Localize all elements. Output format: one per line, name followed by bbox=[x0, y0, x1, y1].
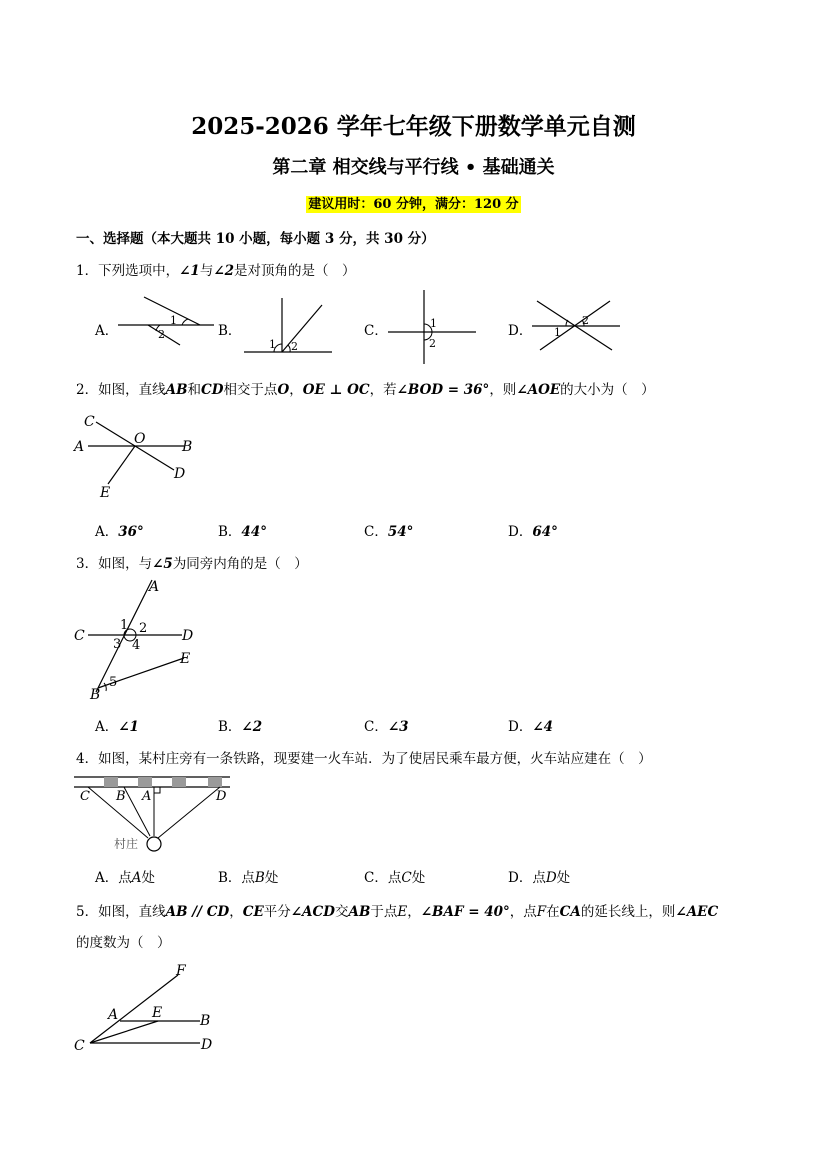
q2-option-a-value: 36° bbox=[118, 524, 144, 540]
q1d-label-1: 1 bbox=[554, 326, 561, 339]
q3-num-5: 5 bbox=[109, 675, 118, 690]
time-score-highlight: 建议用时：60 分钟，满分：120 分 bbox=[308, 197, 519, 212]
q1-angle-2: ∠2 bbox=[213, 263, 235, 279]
q5-text-comma3: ，点 bbox=[509, 904, 537, 920]
q5-line-ca: CA bbox=[559, 904, 581, 920]
q2-label-o: O bbox=[134, 431, 146, 447]
q5-label-f: F bbox=[176, 963, 186, 979]
q3-figure bbox=[74, 580, 204, 705]
q4-rail-block-3 bbox=[172, 777, 186, 787]
q5-text-pre: 5．如图，直线 bbox=[76, 904, 166, 920]
q4-option-c-point: C bbox=[401, 870, 412, 886]
page-title: 2025-2026 学年七年级下册数学单元自测 bbox=[191, 113, 636, 140]
q1c-label-1: 1 bbox=[430, 317, 437, 330]
q4-label-b: B bbox=[116, 789, 126, 804]
q2-text-if: ，若 bbox=[369, 382, 397, 398]
q2-text-and: 和 bbox=[187, 382, 201, 398]
q3-num-2: 2 bbox=[139, 621, 148, 636]
q2-text-post: 的大小为（ ） bbox=[560, 382, 655, 398]
q1b-label-2: 2 bbox=[291, 340, 298, 353]
q2-option-a-letter: A． bbox=[95, 524, 119, 540]
q4-rail-block-4 bbox=[208, 777, 222, 787]
q4-figure bbox=[74, 774, 234, 856]
q2-option-c-value: 54° bbox=[387, 524, 414, 540]
q3-label-d: D bbox=[182, 628, 194, 644]
q2-label-b: B bbox=[182, 439, 193, 455]
q3-option-c-letter: C． bbox=[364, 719, 388, 735]
q3-option-b-letter: B． bbox=[218, 719, 242, 735]
q5-line-ab: AB bbox=[348, 904, 371, 920]
q4-option-b bbox=[218, 866, 278, 886]
q5-point-f: F bbox=[536, 904, 547, 920]
q3-option-a-value: ∠1 bbox=[118, 719, 139, 735]
q1-option-a-figure bbox=[118, 295, 218, 350]
q2-label-d: D bbox=[174, 466, 186, 482]
q1c-label-2: 2 bbox=[429, 337, 436, 350]
q4-village-circle bbox=[147, 837, 161, 851]
q5-label-c: C bbox=[74, 1038, 85, 1054]
q1-option-d-figure bbox=[532, 298, 624, 354]
q3-option-a bbox=[95, 715, 139, 735]
q4-label-d: D bbox=[216, 789, 227, 804]
q4-option-a-letter: A．点 bbox=[95, 870, 132, 886]
q5-angle-aec: ∠AEC bbox=[675, 904, 719, 920]
q4-option-a-suffix: 处 bbox=[141, 870, 155, 886]
q1b-label-1: 1 bbox=[269, 338, 276, 351]
q3-option-b bbox=[218, 715, 262, 735]
q5-point-e: E bbox=[397, 904, 408, 920]
q4-village-label: 村庄 bbox=[114, 837, 139, 851]
q2-text-meet: 相交于点 bbox=[223, 382, 278, 398]
q2-figure bbox=[74, 410, 214, 502]
q1b-slant-line bbox=[282, 305, 322, 352]
q2-option-b-value: 44° bbox=[241, 524, 267, 540]
q1d-label-2: 2 bbox=[582, 314, 589, 327]
q5-label-b: B bbox=[200, 1013, 211, 1029]
q1d-angle1-arc bbox=[566, 320, 568, 326]
q2-option-b bbox=[218, 520, 267, 540]
q3-option-d bbox=[508, 715, 553, 735]
q4-rail-block-1 bbox=[104, 777, 118, 787]
q3-num-3: 3 bbox=[113, 637, 122, 652]
q3-label-b: B bbox=[90, 687, 101, 703]
q3-num-1: 1 bbox=[120, 618, 129, 633]
q3-angle5-arc bbox=[104, 683, 106, 691]
q4-option-b-letter: B．点 bbox=[218, 870, 255, 886]
q2-option-d bbox=[508, 520, 558, 540]
q4-option-b-point: B bbox=[254, 870, 265, 886]
q3-text-post: 为同旁内角的是（ ） bbox=[172, 556, 308, 572]
q5-line-ce bbox=[90, 1021, 158, 1043]
q1a-label-1: 1 bbox=[170, 314, 177, 327]
q2-angle-aoe: ∠AOE bbox=[516, 382, 561, 398]
q2-label-a: A bbox=[74, 439, 85, 455]
q3-option-d-letter: D． bbox=[508, 719, 533, 735]
q5-line-ce: CE bbox=[242, 904, 264, 920]
question-5-line-2: 的度数为（ ） bbox=[76, 935, 171, 951]
q2-perpendicular: OE ⊥ OC bbox=[302, 382, 370, 398]
q5-label-e: E bbox=[152, 1005, 163, 1021]
q4-label-a: A bbox=[142, 789, 152, 804]
q3-num-4: 4 bbox=[132, 638, 141, 653]
q5-parallel: AB // CD bbox=[165, 904, 230, 920]
q1a-angle1-arc bbox=[182, 319, 188, 325]
q4-right-angle-mark bbox=[154, 787, 160, 793]
q4-line-d bbox=[158, 787, 220, 838]
q2-text-comma: ， bbox=[289, 382, 303, 398]
question-1 bbox=[76, 259, 356, 279]
q2-option-a bbox=[95, 520, 144, 540]
q4-option-a bbox=[95, 866, 155, 886]
q2-text-then: ，则 bbox=[489, 382, 517, 398]
q1-option-b-figure bbox=[244, 295, 336, 355]
q1-option-d-label: D． bbox=[508, 323, 533, 339]
time-score-info bbox=[0, 193, 827, 212]
q3-label-a: A bbox=[149, 579, 160, 595]
question-2 bbox=[76, 378, 655, 398]
q2-option-c bbox=[364, 520, 413, 540]
q2-point-o: O bbox=[277, 382, 290, 398]
q5-label-a: A bbox=[108, 1007, 119, 1023]
q1-angle-1: ∠1 bbox=[179, 263, 200, 279]
q1b-angle2-arc bbox=[288, 345, 290, 352]
q5-figure bbox=[74, 963, 224, 1055]
q5-angle-baf: ∠BAF = 40° bbox=[420, 904, 510, 920]
q2-option-c-letter: C． bbox=[364, 524, 388, 540]
q4-option-d-letter: D．点 bbox=[508, 870, 546, 886]
q2-text-pre: 2．如图，直线 bbox=[76, 382, 166, 398]
q5-text-comma: ， bbox=[229, 904, 243, 920]
q4-option-d-point: D bbox=[545, 870, 557, 886]
q1a-label-2: 2 bbox=[158, 328, 165, 341]
q5-text-cross: 交 bbox=[335, 904, 349, 920]
q2-option-d-value: 64° bbox=[532, 524, 558, 540]
q3-text-pre: 3．如图，与 bbox=[76, 556, 153, 572]
q4-option-c bbox=[364, 866, 425, 886]
q4-option-d bbox=[508, 866, 570, 886]
question-4: 4．如图，某村庄旁有一条铁路，现要建一火车站．为了使居民乘车最方便，火车站应建在（ ） bbox=[76, 751, 652, 767]
q1-option-c-figure bbox=[388, 290, 480, 366]
q4-option-b-suffix: 处 bbox=[264, 870, 279, 886]
q4-label-c: C bbox=[80, 789, 90, 804]
section-heading: 一、选择题（本大题共 10 小题，每小题 3 分，共 30 分） bbox=[76, 231, 435, 247]
q4-option-c-letter: C．点 bbox=[364, 870, 402, 886]
question-5-line-1 bbox=[76, 900, 718, 920]
q5-label-d: D bbox=[201, 1037, 213, 1053]
q5-text-on: 在 bbox=[546, 904, 560, 920]
q4-option-c-suffix: 处 bbox=[411, 870, 426, 886]
q3-angle-5: ∠5 bbox=[152, 556, 173, 572]
q5-text-at: 于点 bbox=[370, 904, 398, 920]
q5-line-cf bbox=[90, 975, 178, 1043]
q4-option-d-suffix: 处 bbox=[556, 870, 571, 886]
q1-text-mid: 与 bbox=[199, 263, 214, 279]
q2-option-b-letter: B． bbox=[218, 524, 242, 540]
q2-line-ab: AB bbox=[165, 382, 188, 398]
q1-text-pre: 1．下列选项中， bbox=[76, 263, 180, 279]
q2-line-cd: CD bbox=[200, 382, 224, 398]
q2-angle-bod: ∠BOD = 36° bbox=[396, 382, 490, 398]
q3-option-a-letter: A． bbox=[95, 719, 119, 735]
q2-option-d-letter: D． bbox=[508, 524, 533, 540]
q1-option-b-label: B． bbox=[218, 323, 242, 339]
q4-rail-block-2 bbox=[138, 777, 152, 787]
q3-label-e: E bbox=[180, 651, 191, 667]
q3-option-b-value: ∠2 bbox=[241, 719, 263, 735]
q3-option-c bbox=[364, 715, 409, 735]
q5-angle-acd: ∠ACD bbox=[290, 904, 335, 920]
q2-label-c: C bbox=[84, 414, 95, 430]
q1-text-post: 是对顶角的是（ ） bbox=[234, 263, 356, 279]
q2-label-e: E bbox=[100, 485, 111, 501]
chapter-subtitle: 第二章 相交线与平行线 • 基础通关 bbox=[272, 157, 555, 178]
q1-option-c-label: C． bbox=[364, 323, 388, 339]
q3-option-c-value: ∠3 bbox=[387, 719, 409, 735]
q1-option-a-label: A． bbox=[95, 323, 119, 339]
q3-option-d-value: ∠4 bbox=[532, 719, 554, 735]
q3-label-c: C bbox=[74, 628, 85, 644]
q2-ray-oe bbox=[108, 446, 135, 484]
q5-text-ext: 的延长线上，则 bbox=[580, 904, 676, 920]
q5-text-comma2: ， bbox=[407, 904, 421, 920]
q4-option-a-point: A bbox=[131, 870, 142, 886]
question-3 bbox=[76, 552, 308, 572]
q5-text-bisect: 平分 bbox=[263, 904, 291, 920]
